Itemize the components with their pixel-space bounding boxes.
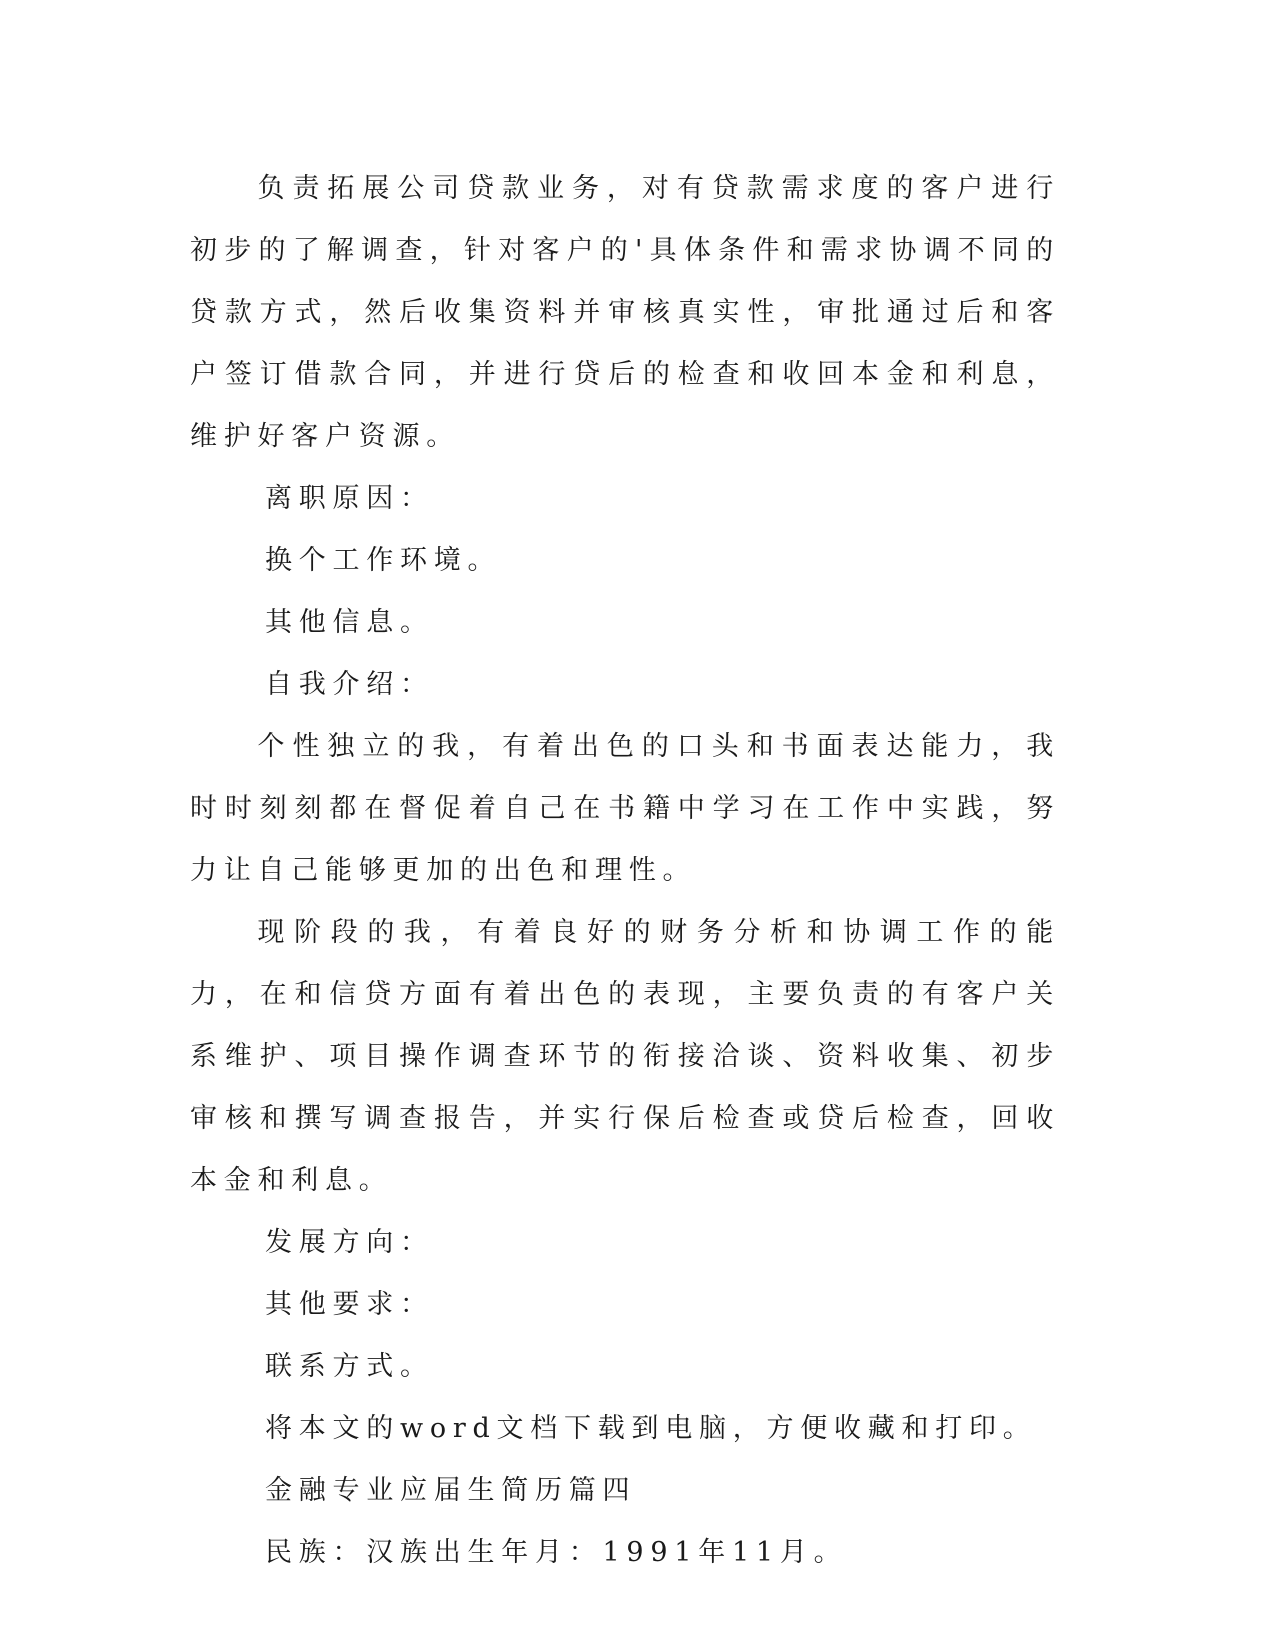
- paragraph-other-info: 其他信息。: [265, 607, 434, 638]
- paragraph-self-intro-2: 现阶段的我，有着良好的财务分析和协调工作的能力，在和信贷方面有着出色的表现，主要负责的有客户关系维护、项目操作调查环节的衔接洽谈、资料收集、初步审核和撰写调查报告，并实行保后检查或贷后检查，回收本金和利息。: [190, 917, 1060, 1196]
- paragraph-self-intro-1: 个性独立的我，有着出色的口头和书面表达能力，我时时刻刻都在督促着自己在书籍中学习在工作中实践，努力让自己能够更加的出色和理性。: [190, 731, 1060, 886]
- paragraph-self-intro-label: 自我介绍：: [265, 669, 434, 700]
- paragraph-other-requirements: 其他要求：: [265, 1289, 434, 1320]
- paragraph-personal-info: 民族：汉族出生年月：1991年11月。: [265, 1537, 848, 1568]
- paragraph-leave-reason-label: 离职原因：: [265, 483, 434, 514]
- paragraph-job-duties: 负责拓展公司贷款业务，对有贷款需求度的客户进行初步的了解调查，针对客户的'具体条件和需求协调不同的贷款方式，然后收集资料并审核真实性，审批通过后和客户签订借款合同，并进行贷后的检查和收回本金和利息，维护好客户资源。: [190, 173, 1060, 452]
- paragraph-leave-reason: 换个工作环境。: [265, 545, 502, 576]
- paragraph-career-direction: 发展方向：: [265, 1227, 434, 1258]
- document-body: [190, 158, 1060, 1584]
- paragraph-download-note: 将本文的word文档下载到电脑，方便收藏和打印。: [265, 1413, 1037, 1444]
- paragraph-section-title: 金融专业应届生简历篇四: [265, 1475, 637, 1506]
- paragraph-contact: 联系方式。: [265, 1351, 434, 1382]
